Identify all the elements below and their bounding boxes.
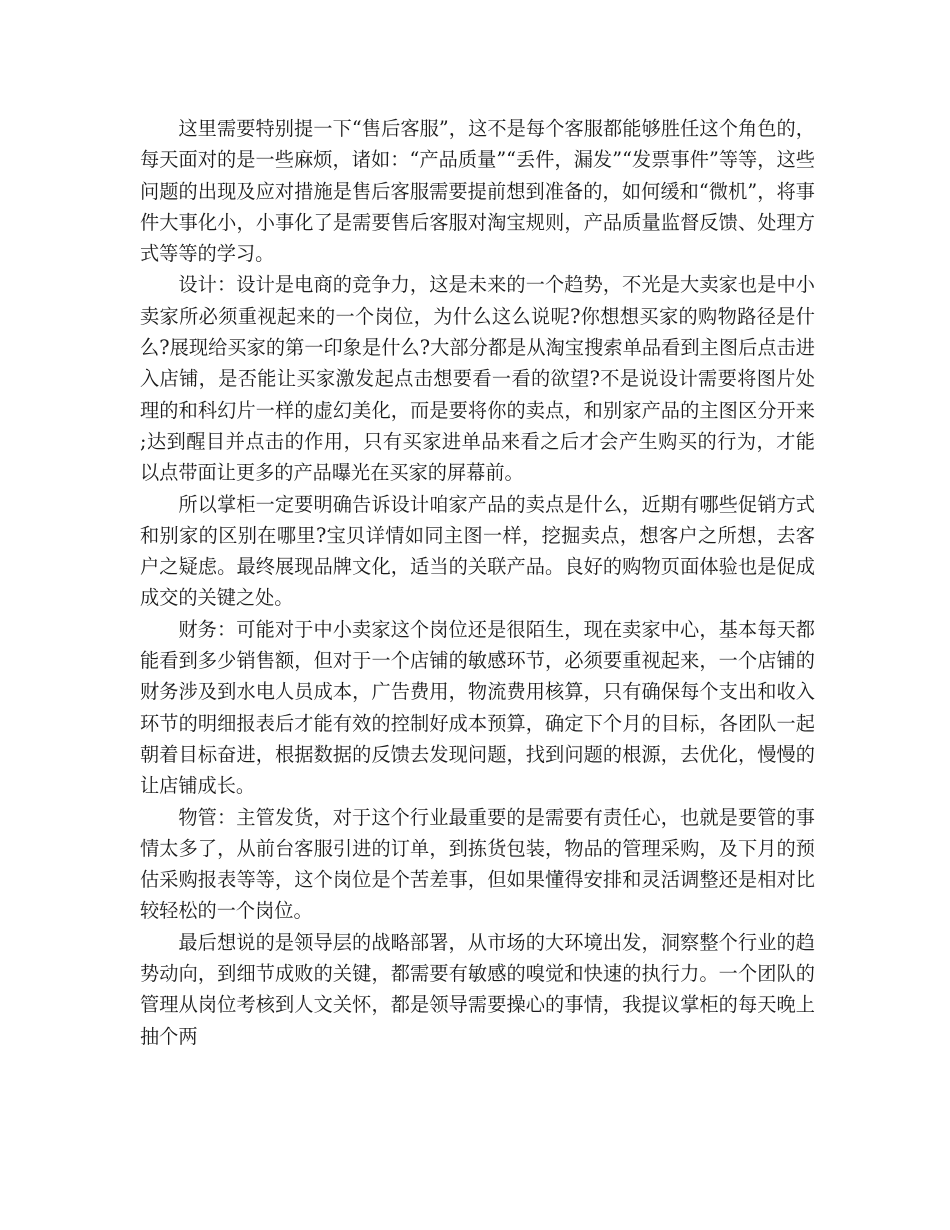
paragraph-leadership: 最后想说的是领导层的战略部署，从市场的大环境出发，洞察整个行业的趋势动向，到细节成败的关键，都需要有敏感的嗅觉和快速的执行力。一个团队的管理从岗位考核到人文关怀，都是领导需要操心的事情，我提议掌柜的每天晚上抽个两 — [140, 930, 815, 1048]
paragraph-logistics: 物管：主管发货，对于这个行业最重要的是需要有责任心，也就是要管的事情太多了，从前台客服引进的订单，到拣货包装，物品的管理采购，及下月的预估采购报表等等，这个岗位是个苦差事，但如果懂得安排和灵活调整还是相对比较轻松的一个岗位。 — [140, 805, 815, 923]
paragraph-selling-points: 所以掌柜一定要明确告诉设计咱家产品的卖点是什么，近期有哪些促销方式和别家的区别在哪里?宝贝详情如同主图一样，挖掘卖点，想客户之所想，去客户之疑虑。最终展现品牌文化，适当的关联产品。良好的购物页面体验也是促成成交的关键之处。 — [140, 492, 815, 610]
document-body — [140, 113, 815, 1052]
paragraph-design: 设计：设计是电商的竞争力，这是未来的一个趋势，不光是大卖家也是中小卖家所必须重视起来的一个岗位，为什么这么说呢?你想想买家的购物路径是什么?展现给买家的第一印象是什么?大部分都是从淘宝搜索单品看到主图后点击进入店铺，是否能让买家激发起点击想要看一看的欲望?不是说设计需要将图片处理的和科幻片一样的虚幻美化，而是要将你的卖点，和别家产品的主图区分开来;达到醒目并点击的作用，只有买家进单品来看之后才会产生购买的行为，才能以点带面让更多的产品曝光在买家的屏幕前。 — [140, 273, 815, 485]
paragraph-after-sales: 这里需要特别提一下“售后客服”，这不是每个客服都能够胜任这个角色的，每天面对的是一些麻烦，诸如：“产品质量”“丢件，漏发”“发票事件”等等，这些问题的出现及应对措施是售后客服需要提前想到准备的，如何缓和“微机”，将事件大事化小，小事化了是需要售后客服对淘宝规则，产品质量监督反馈、处理方式等等的学习。 — [140, 117, 815, 266]
paragraph-finance: 财务：可能对于中小卖家这个岗位还是很陌生，现在卖家中心，基本每天都能看到多少销售额，但对于一个店铺的敏感环节，必须要重视起来，一个店铺的财务涉及到水电人员成本，广告费用，物流费用核算，只有确保每个支出和收入环节的明细报表后才能有效的控制好成本预算，确定下个月的目标，各团队一起朝着目标奋进，根据数据的反馈去发现问题，找到问题的根源，去优化，慢慢的让店铺成长。 — [140, 617, 815, 798]
